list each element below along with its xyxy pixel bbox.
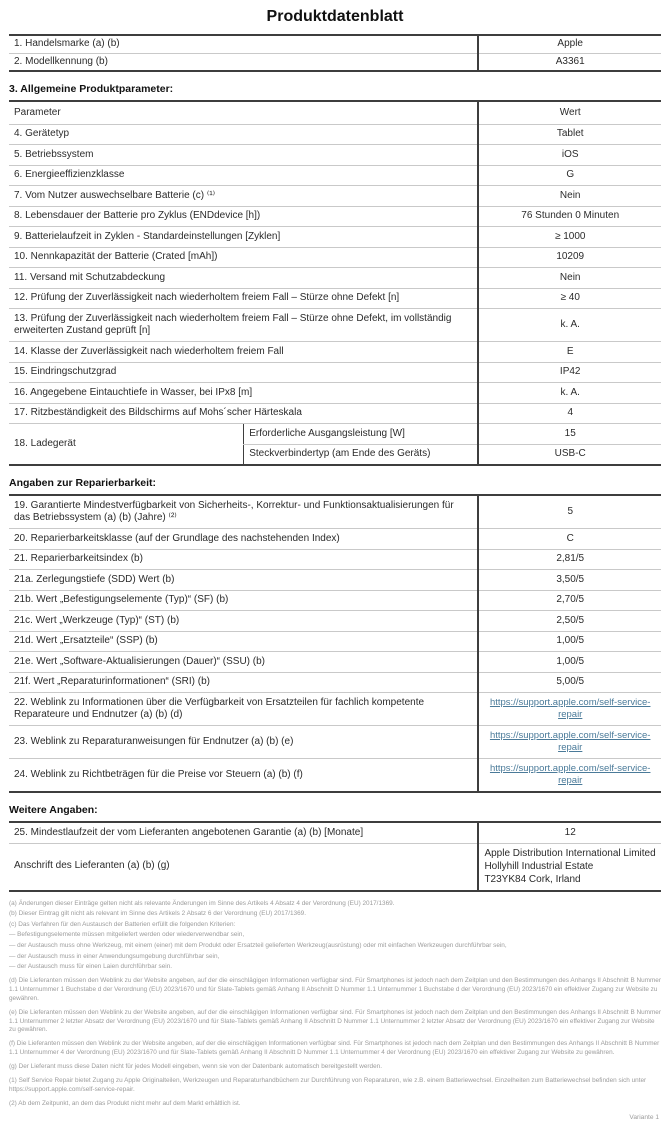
param-label: 21c. Wert „Werkzeuge (Typ)“ (ST) (b) [9, 611, 478, 632]
table-row [9, 124, 661, 145]
param-label: 9. Batterielaufzeit in Zyklen - Standardeinstellungen [Zyklen] [9, 227, 478, 248]
footnotes [9, 900, 661, 1109]
supplier-address-line: T23YK84 Cork, Irland [484, 874, 581, 885]
param-value: 76 Stunden 0 Minuten [478, 206, 661, 227]
supplier-address-line: Apple Distribution International Limited [484, 848, 656, 859]
table-row [9, 309, 661, 342]
param-value: 5,00/5 [478, 672, 661, 693]
general-parameters-table [9, 100, 661, 466]
param-value: 12 [478, 822, 661, 843]
param-label: 19. Garantierte Mindestverfügbarkeit von Sicherheits-, Korrektur- und Funktionsaktualisierungen für das Betriebssystem (a) (b) (Jahre) ⁽²⁾ [9, 495, 478, 529]
table-header-row [9, 101, 661, 124]
weblink-self-service-repair[interactable]: https://support.apple.com/self-service-repair [489, 729, 651, 753]
footnote-a: (a) Änderungen dieser Einträge gelten nicht als relevante Änderungen im Sinne des Artikels 4 Absatz 4 der Verordnung (EU) 2017/1369. [9, 899, 395, 907]
table-row [9, 342, 661, 363]
param-label: 24. Weblink zu Richtbeträgen für die Preise vor Steuern (a) (b) (f) [14, 768, 303, 780]
param-label: 18. Ladegerät [14, 437, 76, 449]
param-value: ≥ 40 [478, 288, 661, 309]
table-row [9, 549, 661, 570]
param-label: 1. Handelsmarke (a) (b) [9, 35, 478, 53]
param-value: 10209 [478, 247, 661, 268]
section-heading-general: 3. Allgemeine Produktparameter: [9, 83, 174, 95]
param-label: Anschrift des Lieferanten (a) (b) (g) [14, 860, 170, 872]
param-value: USB-C [478, 444, 661, 465]
footnote-c-criterion: — der Austausch muss ohne Werkzeug, mit einem (einer) mit dem Produkt oder Ersatzteil gelieferten Werkzeug(ausrüstung) oder mit einfachen Werkzeugen durchführbar sein, [9, 942, 507, 950]
table-row [9, 247, 661, 268]
param-label: 16. Angegebene Eintauchtiefe in Wasser, bei IPx8 [m] [9, 383, 478, 404]
table-row [9, 759, 661, 793]
param-value [478, 759, 661, 793]
footnote-c: (c) Das Verfahren für den Austausch der Batterien erfüllt die folgenden Kriterien: [9, 920, 236, 928]
param-label: 15. Eindringschutzgrad [9, 362, 478, 383]
table-row [9, 529, 661, 550]
table-row [9, 165, 661, 186]
param-label: 21e. Wert „Software-Aktualisierungen (Dauer)“ (SSU) (b) [9, 652, 478, 673]
param-label: 21d. Wert „Ersatzteile“ (SSP) (b) [9, 631, 478, 652]
param-label: 5. Betriebssystem [9, 145, 478, 166]
supplier-address-line: Hollyhill Industrial Estate [484, 861, 594, 872]
table-row-supplier [9, 843, 661, 891]
param-label: 25. Mindestlaufzeit der vom Lieferanten angebotenen Garantie (a) (b) [Monate] [9, 822, 478, 843]
variant-label: Variante 1 [629, 1114, 659, 1122]
identification-table [9, 34, 661, 72]
table-row [9, 652, 661, 673]
param-label: 20. Reparierbarkeitsklasse (auf der Grundlage des nachstehenden Index) [9, 529, 478, 550]
weblink-self-service-repair[interactable]: https://support.apple.com/self-service-repair [489, 696, 651, 720]
footnote-2: (2) Ab dem Zeitpunkt, an dem das Produkt nicht mehr auf dem Markt erhältlich ist. [9, 1100, 241, 1108]
param-label: 22. Weblink zu Informationen über die Verfügbarkeit von Ersatzteilen für fachlich kompetente Reparateure und Endnutzer (a) (b) (d) [9, 693, 478, 726]
supplier-address [478, 843, 661, 891]
table-row [9, 590, 661, 611]
param-label: 2. Modellkennung (b) [14, 55, 108, 67]
page-title: Produktdatenblatt [266, 8, 404, 25]
param-label: 7. Vom Nutzer auswechselbare Batterie (c) ⁽¹⁾ [9, 186, 478, 207]
param-value: Nein [478, 186, 661, 207]
param-label: 21b. Wert „Befestigungselemente (Typ)“ (SF) (b) [9, 590, 478, 611]
column-header-wert: Wert [478, 101, 661, 124]
param-label: 6. Energieeffizienzklasse [9, 165, 478, 186]
param-label: 21a. Zerlegungstiefe (SDD) Wert (b) [9, 570, 478, 591]
table-row [9, 53, 661, 71]
table-row [9, 726, 661, 759]
param-value: 5 [478, 495, 661, 529]
param-label: 21. Reparierbarkeitsindex (b) [9, 549, 478, 570]
table-row [9, 206, 661, 227]
param-value: ≥ 1000 [478, 227, 661, 248]
table-row [9, 611, 661, 632]
section-heading-more: Weitere Angaben: [9, 804, 98, 816]
param-value [478, 726, 661, 759]
column-header-parameter: Parameter [9, 101, 478, 124]
param-label: 17. Ritzbeständigkeit des Bildschirms auf Mohs´scher Härteskala [9, 403, 478, 424]
footnote-f: (f) Die Lieferanten müssen den Weblink zu der Website angeben, auf der die einschlägigen Informationen verfügbar sind. Für Smartphones ist jedoch nach dem Zeitplan und den Bestimmungen des Anhangs II Abschnitt B Nummer 1.1 Unternummer 4 der Verordnung (EU) 2023/1670 und für Slate-Tablets gemäß Anhang II Abschnitt D Nummer 1.1 Unternummer 4 der Verordnung (EU) 2023/1670 ein effektiver Zugang zur Website zu gewähren. [9, 1040, 660, 1056]
param-value: 1,00/5 [478, 631, 661, 652]
footnote-b: (b) Dieser Eintrag gilt nicht als relevant im Sinne des Artikels 2 Absatz 6 der Verordnung (EU) 2017/1369. [9, 910, 306, 918]
footnote-g: (g) Der Lieferant muss diese Daten nicht für jedes Modell eingeben, wenn sie von der Datenbank automatisch bereitgestellt werden. [9, 1063, 382, 1071]
table-row [9, 268, 661, 289]
footnote-d: (d) Die Lieferanten müssen den Weblink zu der Website angeben, auf der die einschlägigen Informationen verfügbar sind. Für Smartphones ist jedoch nach dem Zeitplan und den Bestimmungen des Anhangs II Abschnitt B Nummer 1.1 Unternummer 1 Buchstabe d der Verordnung (EU) 2023/1670 und für Slate-Tablets gemäß Anhang II Abschnitt D Nummer 1.1 Unternummer 1 Buchstabe d der Verordnung (EU) 2023/1670 ein effektiver Zugang zur Website zu gewähren. [9, 977, 661, 1002]
param-value: A3361 [478, 53, 661, 71]
param-value: G [478, 165, 661, 186]
param-value: 15 [478, 424, 661, 445]
table-row [9, 693, 661, 726]
param-value: Apple [478, 35, 661, 53]
table-row [9, 672, 661, 693]
param-label: 10. Nennkapazität der Batterie (Crated [mAh]) [9, 247, 478, 268]
footnote-e: (e) Die Lieferanten müssen den Weblink zu der Website angeben, auf der die einschlägigen Informationen verfügbar sind. Für Smartphones ist jedoch nach dem Zeitplan und den Bestimmungen des Anhangs II Abschnitt B Nummer 1.1 Unternummer 2 letzter Absatz der Verordnung (EU) 2023/1670 und für Slate-Tablets gemäß Anhang II Abschnitt D Nummer 1.1 Unternummer 2 letzter Absatz der Verordnung (EU) 2023/1670 ein effektiver Zugang zur Website zu gewähren. [9, 1008, 661, 1034]
table-row [9, 822, 661, 843]
table-row [9, 35, 661, 53]
param-value: E [478, 342, 661, 363]
param-label: 21f. Wert „Reparaturinformationen“ (SRI) (b) [9, 672, 478, 693]
footnote-c-criterion: — Befestigungselemente müssen mitgeliefert werden oder wiederverwendbar sein, [9, 931, 245, 939]
table-row [9, 495, 661, 529]
table-row [9, 227, 661, 248]
table-row [9, 570, 661, 591]
param-label: 14. Klasse der Zuverlässigkeit nach wiederholtem freiem Fall [9, 342, 478, 363]
charger-sub-label: Erforderliche Ausgangsleistung [W] [244, 424, 479, 445]
weblink-self-service-repair[interactable]: https://support.apple.com/self-service-repair [489, 762, 651, 786]
table-row-charger [9, 424, 661, 445]
param-label: 12. Prüfung der Zuverlässigkeit nach wiederholtem freiem Fall – Stürze ohne Defekt [n] [9, 288, 478, 309]
param-value: 2,70/5 [478, 590, 661, 611]
param-label: 13. Prüfung der Zuverlässigkeit nach wiederholtem freiem Fall – Stürze ohne Defekt, im vollständig erweiterten Zustand geprüft [n] [9, 309, 478, 342]
footnote-1: (1) Self Service Repair bietet Zugang zu Apple Originalteilen, Werkzeugen und Reparaturhandbüchern zur Durchführung von Reparaturen, wie z.B. einem Batteriewechsel. Einzelheiten zum Batteriewechsel befinden sich unter https://support.apple.com/self-service-repair. [9, 1077, 647, 1093]
param-value: 4 [478, 403, 661, 424]
param-value: iOS [478, 145, 661, 166]
param-label: 8. Lebensdauer der Batterie pro Zyklus (ENDdevice [h]) [9, 206, 478, 227]
table-row [9, 288, 661, 309]
param-label: 4. Gerätetyp [9, 124, 478, 145]
param-value: IP42 [478, 362, 661, 383]
param-value [478, 693, 661, 726]
table-row [9, 383, 661, 404]
param-value: 2,81/5 [478, 549, 661, 570]
param-value: 2,50/5 [478, 611, 661, 632]
further-details-table [9, 821, 661, 892]
param-value: k. A. [478, 309, 661, 342]
param-value: C [478, 529, 661, 550]
table-row [9, 403, 661, 424]
table-row [9, 631, 661, 652]
param-label: 11. Versand mit Schutzabdeckung [9, 268, 478, 289]
param-value: Tablet [478, 124, 661, 145]
table-row [9, 145, 661, 166]
footnote-c-criterion: — der Austausch muss für einen Laien durchführbar sein. [9, 963, 173, 971]
param-label: 23. Weblink zu Reparaturanweisungen für Endnutzer (a) (b) (e) [9, 726, 478, 759]
footnote-c-criterion: — der Austausch muss in einer Anwendungsumgebung durchführbar sein, [9, 952, 220, 960]
repairability-table [9, 494, 661, 793]
section-heading-repairability: Angaben zur Reparierbarkeit: [9, 477, 157, 489]
charger-sub-label: Steckverbindertyp (am Ende des Geräts) [244, 444, 479, 465]
param-value: Nein [478, 268, 661, 289]
param-value: k. A. [478, 383, 661, 404]
table-row [9, 362, 661, 383]
table-row [9, 186, 661, 207]
param-value: 1,00/5 [478, 652, 661, 673]
param-value: 3,50/5 [478, 570, 661, 591]
